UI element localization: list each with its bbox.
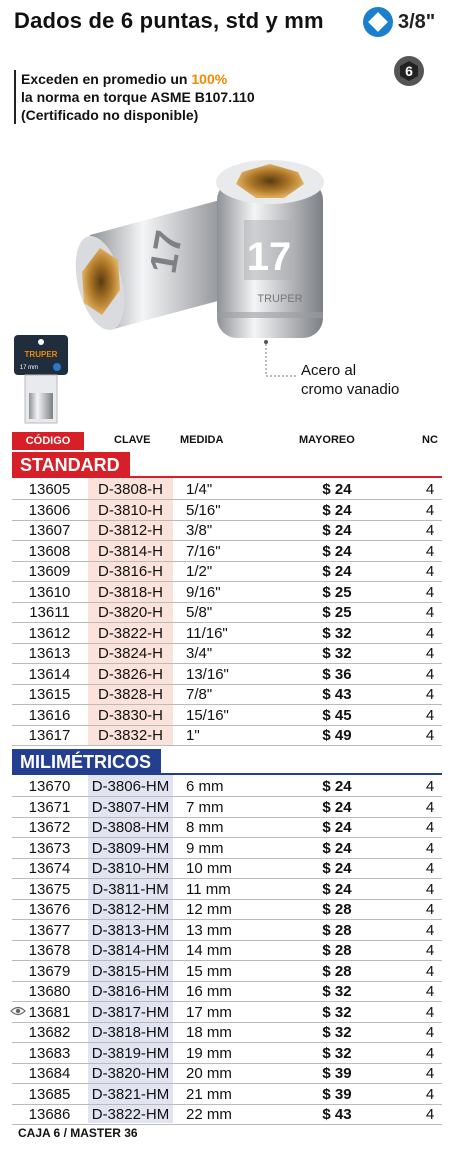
table-row xyxy=(12,776,442,797)
header-code: CÓDIGO xyxy=(12,432,84,450)
product-code: 13674 xyxy=(28,860,71,877)
table-row xyxy=(12,981,442,1002)
header-clave: CLAVE xyxy=(114,434,151,446)
product-key: D-3807-HM xyxy=(91,798,170,816)
table-row xyxy=(12,1022,442,1043)
nc-value: 4 xyxy=(425,819,435,836)
table-row xyxy=(12,899,442,920)
wholesale-price: $ 32 xyxy=(322,1003,352,1021)
nc-value: 4 xyxy=(425,880,435,898)
nc-value: 4 xyxy=(425,962,435,980)
table-row xyxy=(12,1084,442,1105)
product-size: 15/16" xyxy=(186,706,229,724)
product-code: 13683 xyxy=(28,1044,71,1062)
table-row xyxy=(12,602,442,623)
nc-value: 4 xyxy=(425,778,435,795)
product-code: 13679 xyxy=(28,962,71,980)
product-code: 13685 xyxy=(28,1085,71,1103)
wholesale-price: $ 24 xyxy=(322,778,352,795)
product-code: 13608 xyxy=(28,542,71,560)
material-label: Acero al cromo vanadio xyxy=(301,362,400,398)
claim-line-2: la norma en torque ASME B107.110 xyxy=(21,89,255,105)
product-key: D-3832-H xyxy=(97,727,164,744)
nc-value: 4 xyxy=(425,1106,435,1123)
photo-brand-label: TRUPER xyxy=(257,293,303,305)
product-code: 13612 xyxy=(28,624,71,642)
product-key: D-3816-HM xyxy=(91,983,170,1000)
product-size: 1/2" xyxy=(186,563,213,580)
product-code: 13606 xyxy=(28,501,71,519)
product-key: D-3826-H xyxy=(97,665,164,683)
nc-value: 4 xyxy=(425,1065,435,1082)
nc-value: 4 xyxy=(425,1003,435,1021)
table-row xyxy=(12,520,442,541)
nc-value: 4 xyxy=(425,706,435,724)
wholesale-price: $ 28 xyxy=(322,901,352,918)
wholesale-price: $ 45 xyxy=(322,706,352,724)
product-size: 9 mm xyxy=(186,839,224,857)
table-row xyxy=(12,879,442,900)
product-size: 22 mm xyxy=(186,1106,232,1123)
product-size: 8 mm xyxy=(186,819,224,836)
nc-value: 4 xyxy=(425,686,435,703)
wholesale-price: $ 32 xyxy=(322,983,352,1000)
product-key: D-3828-H xyxy=(97,686,164,703)
product-code: 13615 xyxy=(28,686,71,703)
wholesale-price: $ 24 xyxy=(322,563,352,580)
nc-value: 4 xyxy=(425,583,435,601)
wholesale-price: $ 24 xyxy=(322,860,352,877)
product-code: 13686 xyxy=(28,1106,71,1123)
material-leader-line xyxy=(264,340,298,380)
product-size: 19 mm xyxy=(186,1044,232,1062)
table-row xyxy=(12,705,442,726)
product-key: D-3815-HM xyxy=(91,962,170,980)
socket-left xyxy=(70,200,240,335)
table-row xyxy=(12,1002,442,1023)
table-row xyxy=(12,582,442,603)
table-row xyxy=(12,961,442,982)
product-key: D-3820-H xyxy=(97,604,164,621)
table-row xyxy=(12,541,442,562)
product-key: D-3816-H xyxy=(97,563,164,580)
wholesale-price: $ 32 xyxy=(322,1044,352,1062)
wholesale-price: $ 32 xyxy=(322,624,352,642)
header-nc: NC xyxy=(422,434,438,446)
wholesale-price: $ 24 xyxy=(322,481,352,498)
nc-value: 4 xyxy=(425,563,435,580)
claim-line-1: Exceden en promedio un 100% xyxy=(21,71,228,87)
product-size: 14 mm xyxy=(186,942,232,959)
wholesale-price: $ 24 xyxy=(322,819,352,836)
product-code: 13610 xyxy=(28,583,71,601)
wholesale-price: $ 24 xyxy=(322,839,352,857)
package-brand: TRUPER xyxy=(24,350,58,359)
svg-text:17: 17 xyxy=(142,227,192,277)
socket-right xyxy=(216,160,324,338)
wholesale-price: $ 43 xyxy=(322,1106,352,1123)
package-label: 17 mm xyxy=(19,365,39,371)
product-size: 16 mm xyxy=(186,983,232,1000)
nc-value: 4 xyxy=(425,901,435,918)
product-key: D-3813-HM xyxy=(91,921,170,939)
wholesale-price: $ 24 xyxy=(322,501,352,519)
product-size: 1/4" xyxy=(186,481,213,498)
packaging-footer: CAJA 6 / MASTER 36 xyxy=(18,1126,138,1140)
product-code: 13614 xyxy=(28,665,71,683)
wholesale-price: $ 32 xyxy=(322,1024,352,1041)
wholesale-price: $ 24 xyxy=(322,880,352,898)
nc-value: 4 xyxy=(425,983,435,1000)
nc-value: 4 xyxy=(425,798,435,816)
wholesale-price: $ 32 xyxy=(322,645,352,662)
nc-value: 4 xyxy=(425,501,435,519)
drive-size-indicator xyxy=(362,6,435,38)
wholesale-price: $ 39 xyxy=(322,1065,352,1082)
nc-value: 4 xyxy=(425,1085,435,1103)
nc-value: 4 xyxy=(425,542,435,560)
nc-value: 4 xyxy=(425,645,435,662)
wholesale-price: $ 39 xyxy=(322,1085,352,1103)
product-size: 20 mm xyxy=(186,1065,232,1082)
standard-divider xyxy=(12,476,442,478)
photo-size-label: 17 xyxy=(246,235,292,279)
product-size: 17 mm xyxy=(186,1003,232,1021)
product-code: 13616 xyxy=(28,706,71,724)
table-row xyxy=(12,479,442,500)
product-size: 3/8" xyxy=(186,522,213,539)
product-size: 18 mm xyxy=(186,1024,232,1041)
product-key: D-3814-HM xyxy=(91,942,170,959)
header-medida: MEDIDA xyxy=(180,434,224,446)
product-size: 7/8" xyxy=(186,686,213,703)
product-size: 11/16" xyxy=(186,624,228,642)
product-size: 5/16" xyxy=(186,501,221,519)
product-code: 13605 xyxy=(28,481,71,498)
product-code: 13681 xyxy=(28,1003,71,1021)
table-row xyxy=(12,1043,442,1064)
product-key: D-3806-HM xyxy=(91,778,170,795)
table-row xyxy=(12,725,442,746)
table-row xyxy=(12,664,442,685)
table-row xyxy=(12,684,442,705)
wholesale-price: $ 24 xyxy=(322,542,352,560)
section-standard-title: STANDARD xyxy=(12,452,130,478)
product-code: 13673 xyxy=(28,839,71,857)
table-row xyxy=(12,817,442,838)
product-key: D-3817-HM xyxy=(91,1003,170,1021)
product-size: 13/16" xyxy=(186,665,229,683)
torque-claim xyxy=(14,70,255,124)
product-key: D-3809-HM xyxy=(91,839,170,857)
product-code: 13617 xyxy=(28,727,71,744)
product-code: 13682 xyxy=(28,1024,71,1041)
product-size: 6 mm xyxy=(186,778,224,795)
wholesale-price: $ 49 xyxy=(322,727,352,744)
product-code: 13676 xyxy=(28,901,71,918)
table-row xyxy=(12,1104,442,1125)
wholesale-price: $ 43 xyxy=(322,686,352,703)
product-key: D-3822-HM xyxy=(91,1106,170,1123)
product-size: 21 mm xyxy=(186,1085,232,1103)
product-key: D-3821-HM xyxy=(91,1085,170,1103)
product-code: 13680 xyxy=(28,983,71,1000)
product-key: D-3812-HM xyxy=(91,901,170,918)
hex-points-label: 6 xyxy=(405,63,413,79)
nc-value: 4 xyxy=(425,481,435,498)
product-key: D-3830-H xyxy=(97,706,164,724)
product-key: D-3808-H xyxy=(97,481,164,498)
table-row xyxy=(12,797,442,818)
six-point-badge xyxy=(393,55,425,87)
product-key: D-3810-HM xyxy=(91,860,170,877)
product-key: D-3822-H xyxy=(97,624,164,642)
drive-size-label: 3/8" xyxy=(398,10,436,33)
claim-line-3: (Certificado no disponible) xyxy=(21,107,199,123)
metric-divider xyxy=(12,773,442,775)
product-size: 15 mm xyxy=(186,962,232,980)
table-row xyxy=(12,920,442,941)
product-code: 13675 xyxy=(28,880,71,898)
nc-value: 4 xyxy=(425,522,435,539)
product-key: D-3818-H xyxy=(97,583,164,601)
table-row xyxy=(12,561,442,582)
product-code: 13678 xyxy=(28,942,71,959)
table-row xyxy=(12,858,442,879)
nc-value: 4 xyxy=(425,665,435,683)
product-size: 11 mm xyxy=(186,880,231,898)
section-metric-title: MILIMÉTRICOS xyxy=(12,749,161,775)
product-key: D-3824-H xyxy=(97,645,164,662)
nc-value: 4 xyxy=(425,1044,435,1062)
table-row xyxy=(12,643,442,664)
wholesale-price: $ 28 xyxy=(322,942,352,959)
table-header xyxy=(12,432,442,450)
table-row xyxy=(12,838,442,859)
wholesale-price: $ 28 xyxy=(322,962,352,980)
product-key: D-3812-H xyxy=(97,522,164,539)
product-size: 12 mm xyxy=(186,901,232,918)
package-image xyxy=(13,333,69,425)
page-title: Dados de 6 puntas, std y mm xyxy=(14,8,324,33)
wholesale-price: $ 25 xyxy=(322,583,352,601)
wholesale-price: $ 25 xyxy=(322,604,352,621)
product-size: 13 mm xyxy=(186,921,232,939)
table-row xyxy=(12,500,442,521)
product-code: 13684 xyxy=(28,1065,71,1082)
table-row xyxy=(12,940,442,961)
product-key: D-3811-HM xyxy=(92,880,169,898)
product-code: 13611 xyxy=(29,604,70,621)
product-size: 5/8" xyxy=(186,604,213,621)
wholesale-price: $ 24 xyxy=(322,798,352,816)
product-key: D-3814-H xyxy=(97,542,164,560)
nc-value: 4 xyxy=(425,624,435,642)
product-size: 10 mm xyxy=(186,860,232,877)
wholesale-price: $ 36 xyxy=(322,665,352,683)
product-code: 13609 xyxy=(28,563,71,580)
product-code: 13671 xyxy=(28,798,71,816)
nc-value: 4 xyxy=(425,860,435,877)
table-row xyxy=(12,1063,442,1084)
product-code: 13670 xyxy=(28,778,71,795)
wholesale-price: $ 28 xyxy=(322,921,352,939)
product-key: D-3820-HM xyxy=(91,1065,170,1082)
table-row xyxy=(12,623,442,644)
nc-value: 4 xyxy=(425,839,435,857)
product-code: 13607 xyxy=(28,522,71,539)
nc-value: 4 xyxy=(425,604,435,621)
nc-value: 4 xyxy=(425,727,435,744)
product-size: 7 mm xyxy=(186,798,224,816)
eye-icon xyxy=(10,1005,26,1017)
nc-value: 4 xyxy=(425,1024,435,1041)
product-size: 7/16" xyxy=(186,542,221,560)
claim-highlight: 100% xyxy=(191,71,228,87)
product-key: D-3818-HM xyxy=(91,1024,170,1041)
product-code: 13677 xyxy=(28,921,71,939)
nc-value: 4 xyxy=(425,921,435,939)
product-size: 3/4" xyxy=(186,645,213,662)
product-size: 1" xyxy=(186,727,200,744)
square-drive-icon xyxy=(362,6,394,38)
product-key: D-3808-HM xyxy=(91,819,170,836)
product-size: 9/16" xyxy=(186,583,221,601)
product-key: D-3810-H xyxy=(97,501,164,519)
product-key: D-3819-HM xyxy=(91,1044,170,1062)
nc-value: 4 xyxy=(425,942,435,959)
product-photo xyxy=(70,150,360,350)
wholesale-price: $ 24 xyxy=(322,522,352,539)
header-mayoreo: MAYOREO xyxy=(299,434,355,446)
product-code: 13672 xyxy=(28,819,71,836)
product-code: 13613 xyxy=(28,645,71,662)
